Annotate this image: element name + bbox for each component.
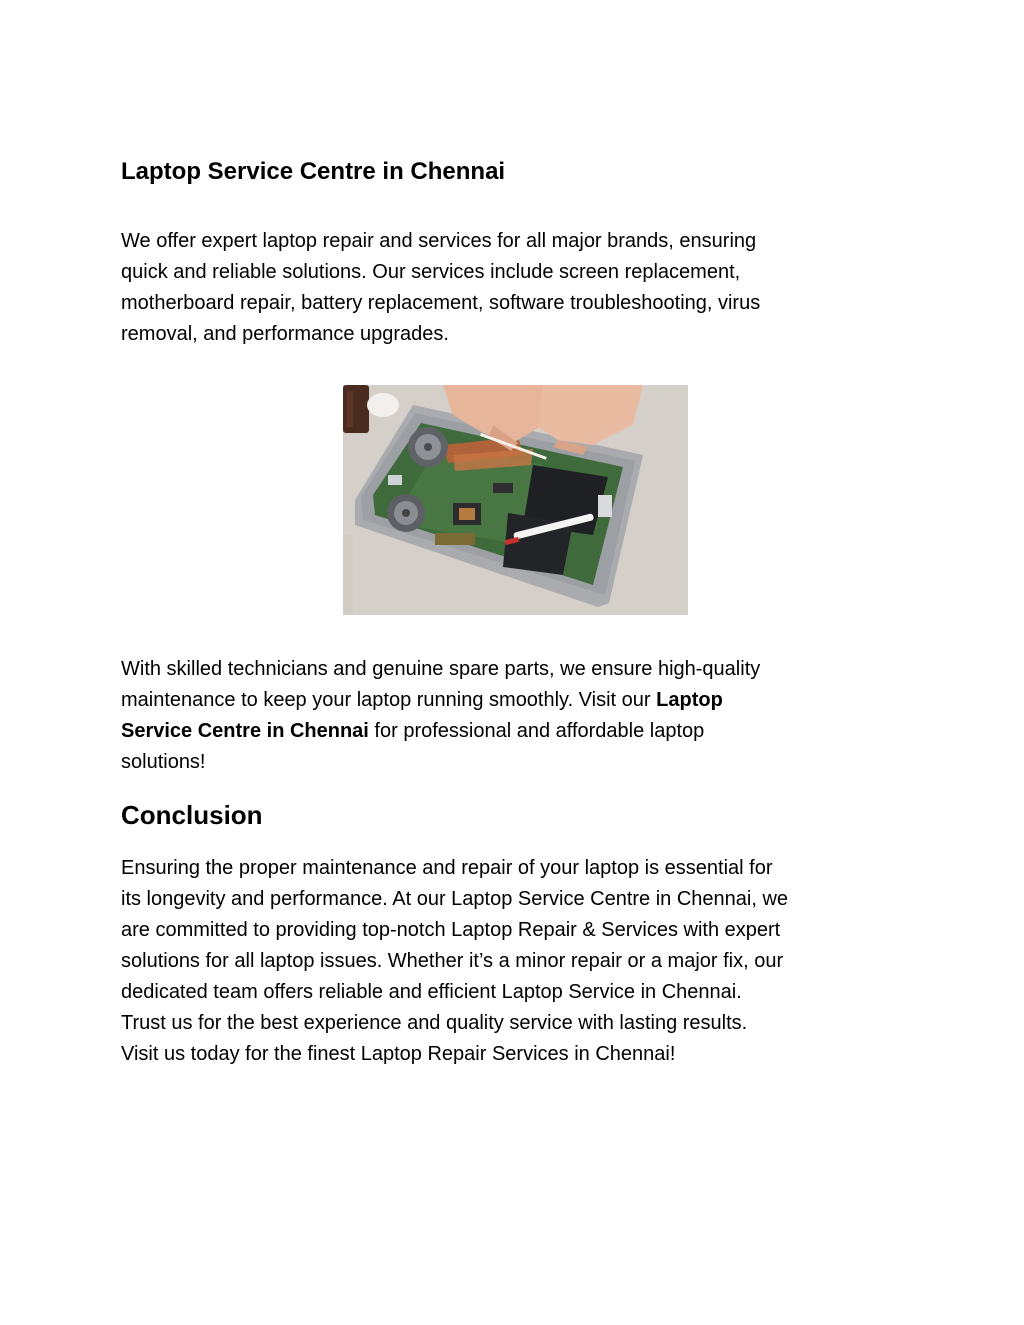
conclusion-line: are committed to providing top-notch Laptop Repair & Services with expert [121,919,781,941]
intro-paragraph [121,226,911,350]
service-line: solutions! [121,751,206,773]
service-line: With skilled technicians and genuine spare parts, we ensure high-quality [121,658,761,680]
conclusion-line: Trust us for the best experience and quality service with lasting results. [121,1012,748,1034]
page-title: Laptop Service Centre in Chennai [121,158,506,185]
service-paragraph [121,654,911,778]
laptop-repair-illustration [343,385,688,615]
service-line [121,716,911,747]
service-centre-bold: Service Centre in Chennai [121,720,369,742]
intro-line: motherboard repair, battery replacement, software troubleshooting, virus [121,292,761,314]
intro-line: removal, and performance upgrades. [121,323,449,345]
conclusion-heading: Conclusion [121,800,263,830]
conclusion-line: dedicated team offers reliable and efficient Laptop Service in Chennai. [121,981,742,1003]
conclusion-line: solutions for all laptop issues. Whether it’s a minor repair or a major fix, our [121,950,784,972]
intro-line: We offer expert laptop repair and services for all major brands, ensuring [121,230,757,252]
conclusion-line: its longevity and performance. At our Laptop Service Centre in Chennai, we [121,888,789,910]
conclusion-paragraph [121,853,911,1070]
service-line [121,685,911,716]
service-text: maintenance to keep your laptop running smoothly. Visit our [121,689,657,711]
service-centre-bold: Laptop [656,689,723,711]
conclusion-line: Ensuring the proper maintenance and repair of your laptop is essential for [121,857,773,879]
intro-line: quick and reliable solutions. Our services include screen replacement, [121,261,741,283]
service-text: for professional and affordable laptop [368,720,705,742]
laptop-repair-photo [343,385,688,615]
conclusion-line: Visit us today for the finest Laptop Repair Services in Chennai! [121,1043,676,1065]
